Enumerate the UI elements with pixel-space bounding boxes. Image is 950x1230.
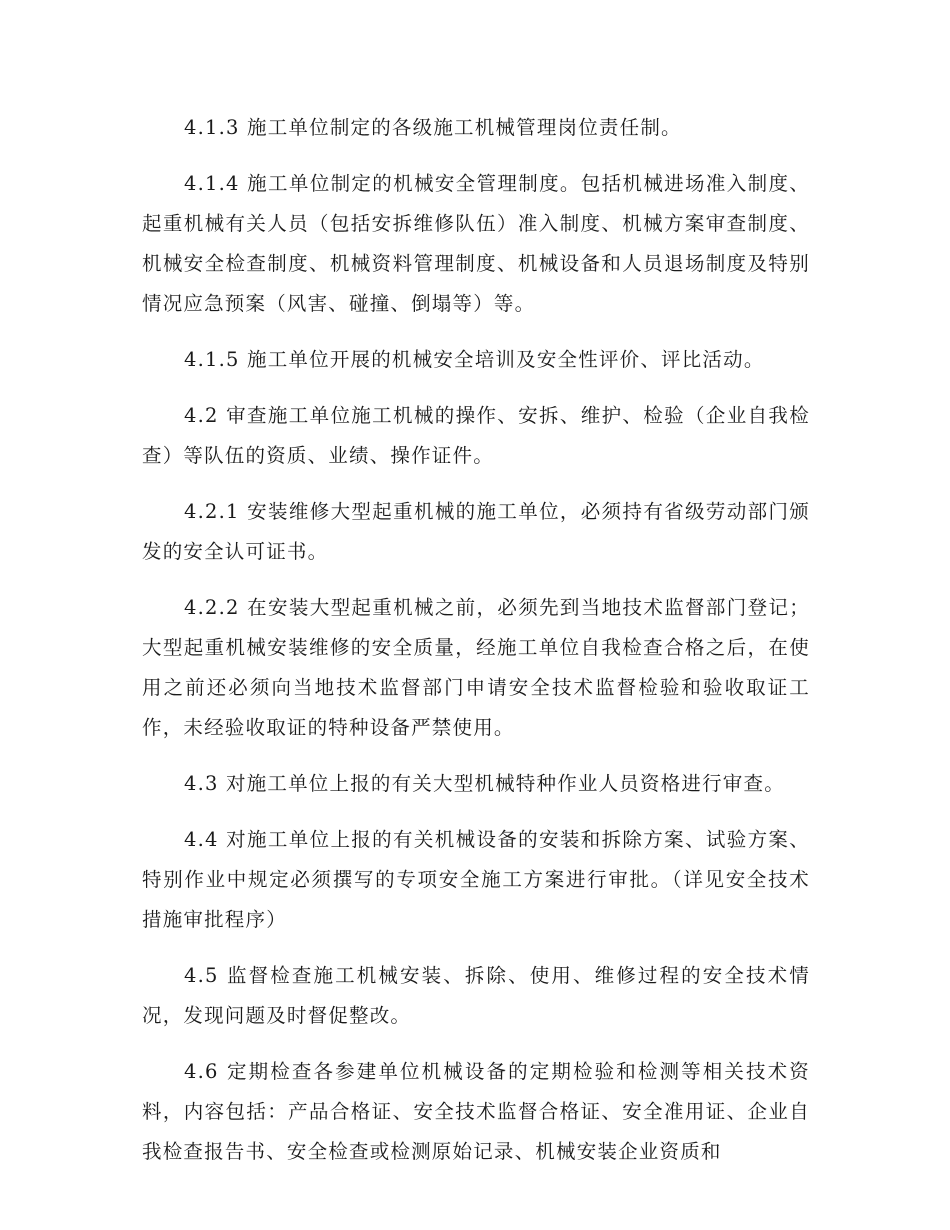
paragraph-4-2-2: 4.2.2 在安装大型起重机械之前，必须先到当地技术监督部门登记；大型起重机械安装维修的安全质量，经施工单位自我检查合格之后，在使用之前还必须向当地技术监督部门申请安全技术监督检验和验收取证工作，未经验收取证的特种设备严禁使用。 (142, 596, 810, 739)
paragraph-4-6: 4.6 定期检查各参建单位机械设备的定期检验和检测等相关技术资料，内容包括：产品合格证、安全技术监督合格证、安全准用证、企业自我检查报告书、安全检查或检测原始记录、机械安装企业资质和 (142, 1060, 810, 1163)
paragraph-4-1-5: 4.1.5 施工单位开展的机械安全培训及安全性评价、评比活动。 (184, 348, 765, 371)
paragraph-4-1-4: 4.1.4 施工单位制定的机械安全管理制度。包括机械进场准入制度、起重机械有关人员（包括安拆维修队伍）准入制度、机械方案审查制度、机械安全检查制度、机械资料管理制度、机械设备和人员退场制度及特别情况应急预案（风害、碰撞、倒塌等）等。 (142, 172, 810, 315)
document-page (142, 108, 810, 1188)
paragraph-4-1-3: 4.1.3 施工单位制定的各级施工机械管理岗位责任制。 (184, 116, 682, 139)
paragraph-4-4: 4.4 对施工单位上报的有关机械设备的安装和拆除方案、试验方案、特别作业中规定必须撰写的专项安全施工方案进行审批。（详见安全技术措施审批程序） (142, 828, 810, 931)
paragraph-4-2-1: 4.2.1 安装维修大型起重机械的施工单位，必须持有省级劳动部门颁发的安全认可证书。 (142, 500, 810, 563)
paragraph-4-5: 4.5 监督检查施工机械安装、拆除、使用、维修过程的安全技术情况，发现问题及时督促整改。 (142, 964, 810, 1027)
paragraph-4-3: 4.3 对施工单位上报的有关大型机械特种作业人员资格进行审查。 (184, 772, 785, 795)
paragraph-4-2: 4.2 审查施工单位施工机械的操作、安拆、维护、检验（企业自我检查）等队伍的资质、业绩、操作证件。 (142, 404, 810, 467)
